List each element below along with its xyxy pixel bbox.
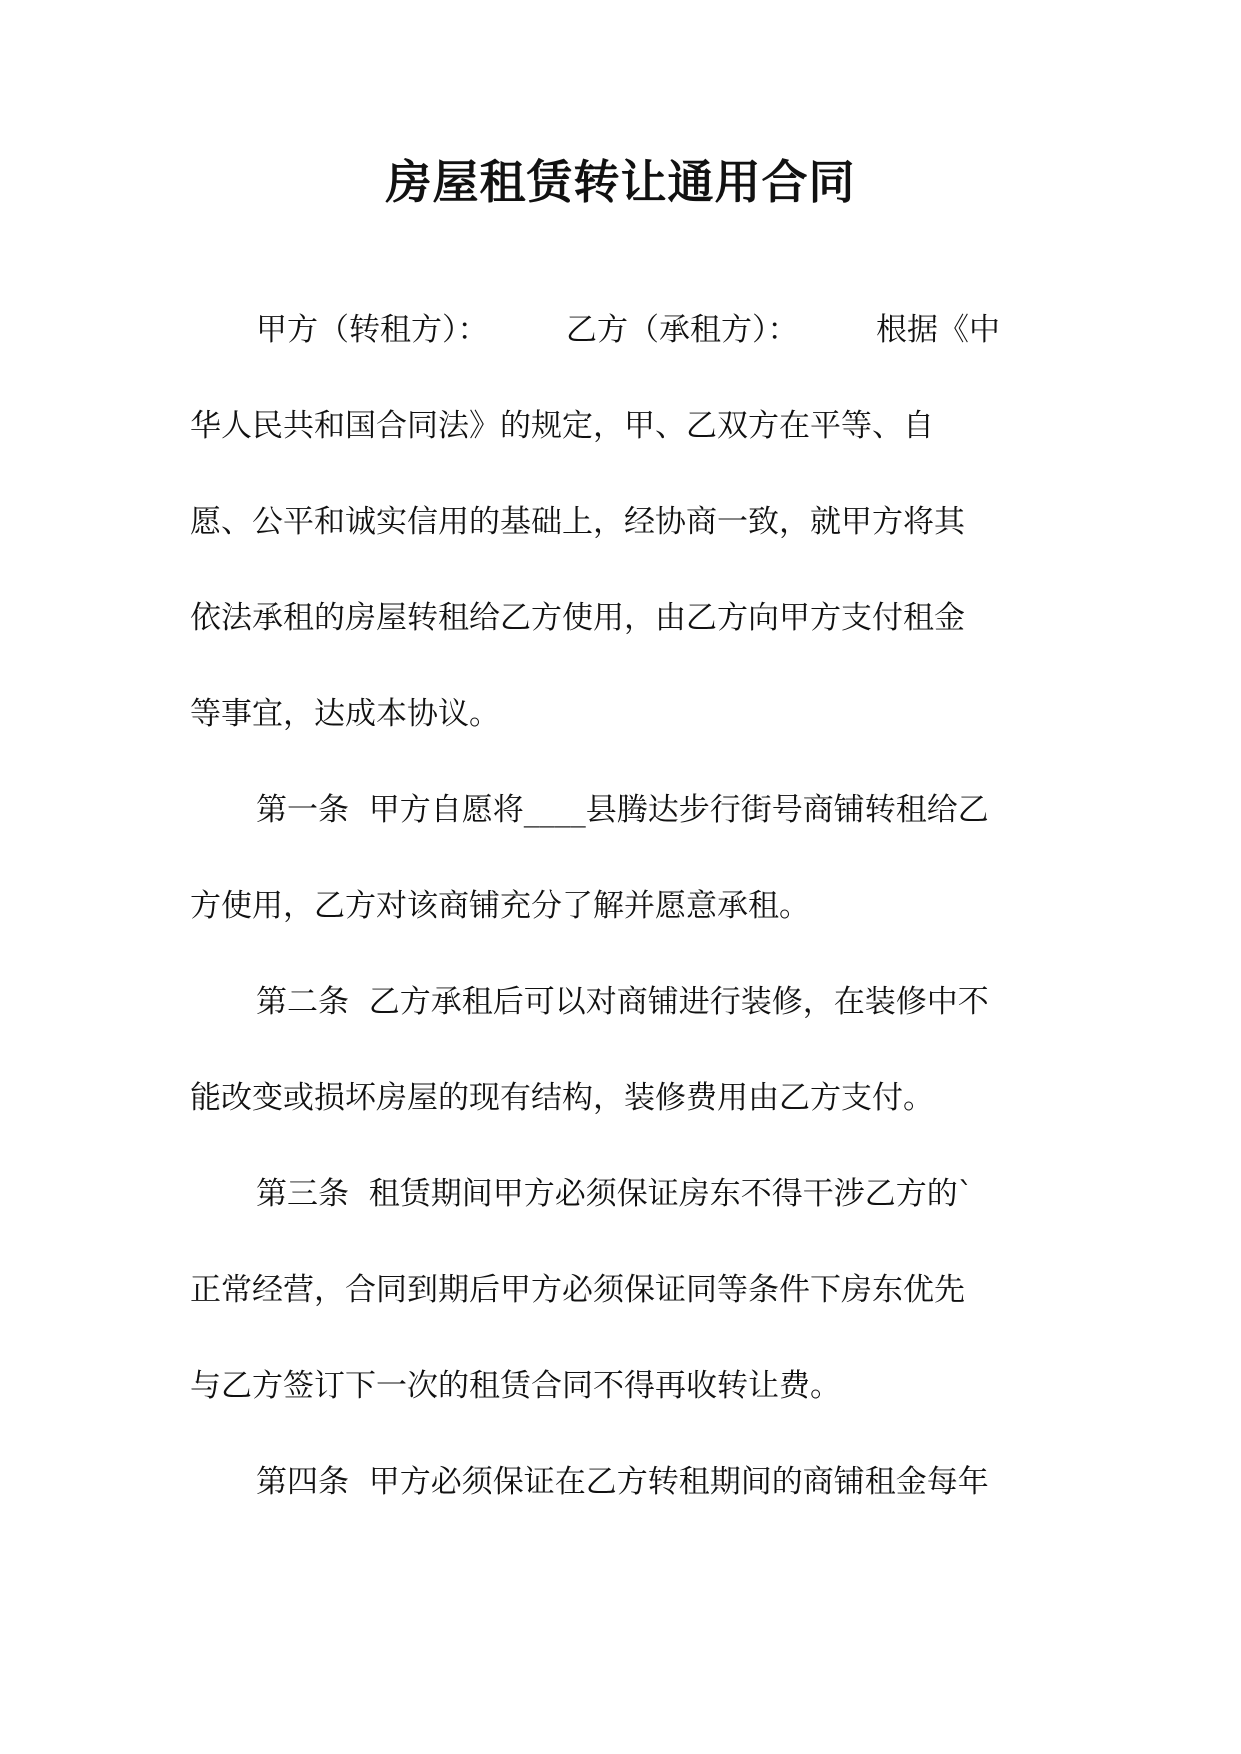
document-title: 房屋租赁转让通用合同 [385,155,856,209]
paragraph-parties-line-5: 等事宜，达成本协议。 [190,696,500,732]
article-2-line-1: 第二条 乙方承租后可以对商铺进行装修，在装修中不 [256,984,989,1020]
article-4-line-1: 第四条 甲方必须保证在乙方转租期间的商铺租金每年 [256,1464,989,1500]
article-3-line-3: 与乙方签订下一次的租赁合同不得再收转让费。 [190,1368,841,1404]
paragraph-parties-line-2: 华人民共和国合同法》的规定，甲、乙双方在平等、自 [190,408,934,444]
paragraph-parties-line-4: 依法承租的房屋转租给乙方使用，由乙方向甲方支付租金 [190,600,965,636]
paragraph-parties-line-1: 甲方（转租方）： 乙方（承租方）： 根据《中 [256,312,1000,348]
article-3-line-2: 正常经营，合同到期后甲方必须保证同等条件下房东优先 [190,1272,965,1308]
paragraph-parties-line-3: 愿、公平和诚实信用的基础上，经协商一致，就甲方将其 [190,504,965,540]
article-1-line-1: 第一条 甲方自愿将____县腾达步行街号商铺转租给乙 [256,792,989,828]
article-1-line-2: 方使用，乙方对该商铺充分了解并愿意承租。 [190,888,810,924]
article-2-line-2: 能改变或损坏房屋的现有结构，装修费用由乙方支付。 [190,1080,934,1116]
article-3-line-1: 第三条 租赁期间甲方必须保证房东不得干涉乙方的` [256,1176,974,1212]
